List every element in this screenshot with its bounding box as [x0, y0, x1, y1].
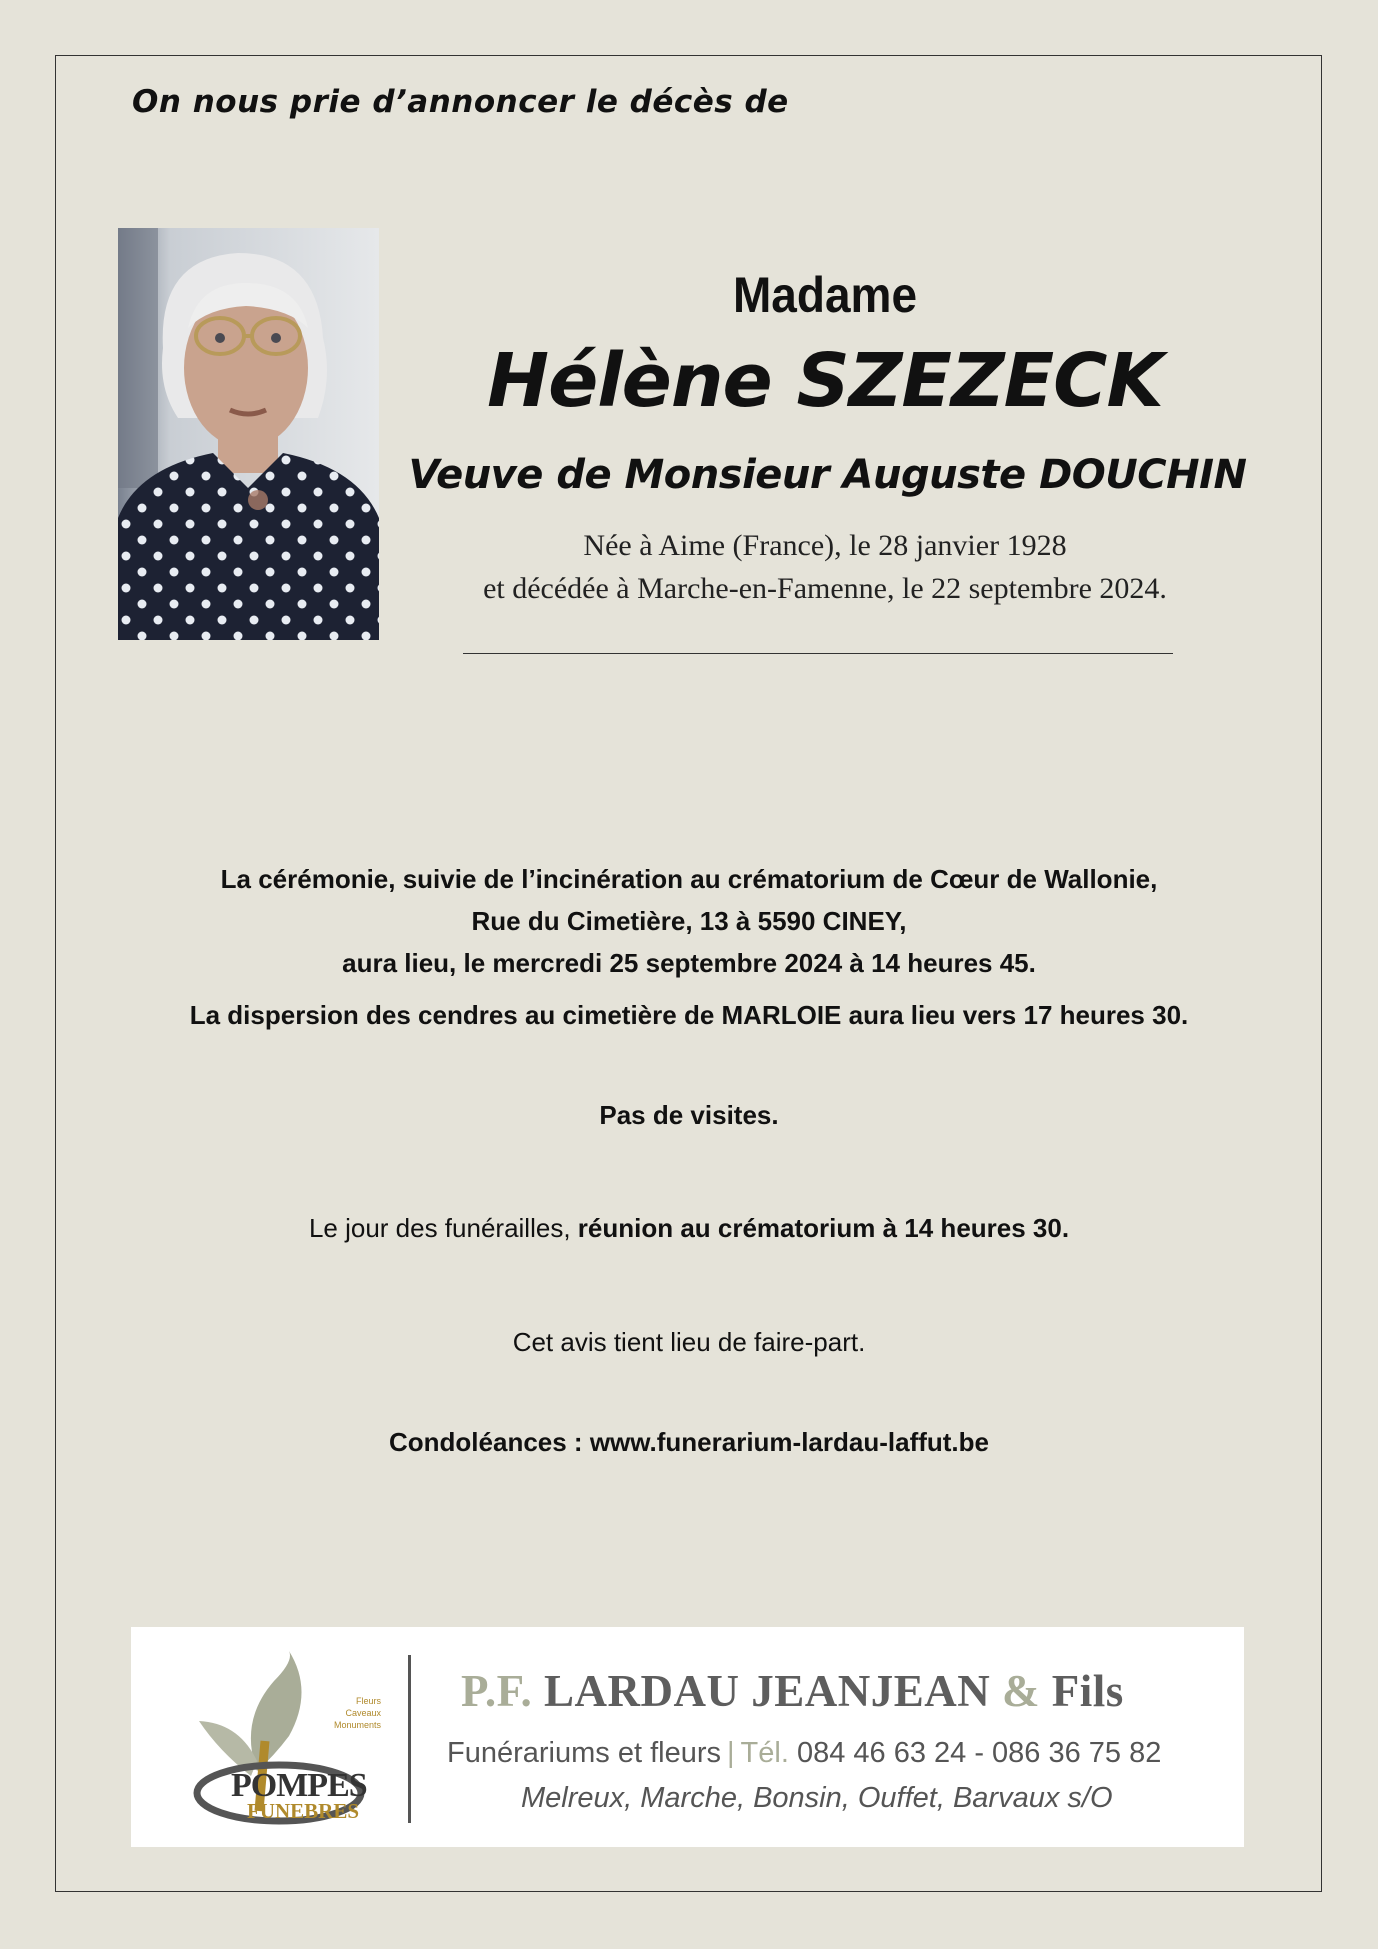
company-fils: Fils	[1051, 1666, 1124, 1716]
visits-text: Pas de visites.	[599, 1100, 779, 1130]
ceremony-block	[60, 858, 1318, 984]
reunion-text	[60, 1213, 1318, 1244]
person-name: Hélène SZEZECK	[487, 338, 1163, 424]
divider	[463, 653, 1173, 654]
ceremony-line-1: La cérémonie, suivie de l’incinération au crématorium de Cœur de Wallonie,	[220, 864, 1158, 894]
death-line: et décédée à Marche-en-Famenne, le 22 septembre 2024.	[483, 572, 1167, 605]
logo-funebres: FUNEBRES	[247, 1799, 360, 1823]
company-services: Funérariums et fleurs	[447, 1737, 721, 1769]
company-amp: &	[1002, 1666, 1040, 1716]
company-name	[461, 1665, 1124, 1717]
reunion-prefix: Le jour des funérailles,	[308, 1213, 578, 1243]
company-phones: 084 46 63 24 - 086 36 75 82	[796, 1737, 1162, 1769]
person-spouse: Veuve de Monsieur Auguste DOUCHIN	[408, 452, 1247, 498]
logo-tagline-1: Fleurs	[355, 1696, 381, 1706]
logo-pompes: POMPES	[231, 1767, 367, 1804]
dispersion-text: La dispersion des cendres au cimetière de MARLOIE aura lieu vers 17 heures 30.	[189, 1000, 1189, 1030]
intro-text: On nous prie d’annoncer le décès de	[132, 84, 789, 120]
ceremony-line-3: aura lieu, le mercredi 25 septembre 2024 à 14 heures 45.	[342, 948, 1036, 978]
company-pf: P.F.	[461, 1666, 533, 1716]
reunion-bold: réunion au crématorium à 14 heures 30.	[577, 1213, 1070, 1243]
logo-tagline-3: Monuments	[333, 1720, 381, 1730]
notice-text: Cet avis tient lieu de faire-part.	[512, 1327, 866, 1357]
person-title: Madame	[732, 267, 918, 323]
logo-tagline	[281, 1695, 381, 1731]
tel-label: Tél.	[740, 1737, 789, 1769]
funeral-home-banner	[131, 1627, 1244, 1847]
company-contact: Funérariums et fleurs | Tél. 084 46 63 24 - 086 36 75 82	[447, 1737, 1162, 1769]
logo-tagline-2: Caveaux	[345, 1708, 381, 1718]
company-main: LARDAU JEANJEAN	[543, 1666, 991, 1716]
ceremony-line-2: Rue du Cimetière, 13 à 5590 CINEY,	[471, 906, 907, 936]
birth-line: Née à Aime (France), le 28 janvier 1928	[583, 529, 1067, 562]
logo-separator	[408, 1655, 411, 1823]
portrait-photo	[118, 228, 379, 640]
condolences-text: Condoléances : www.funerarium-lardau-laffut.be	[389, 1427, 989, 1457]
person-dates	[395, 524, 1255, 610]
company-locations: Melreux, Marche, Bonsin, Ouffet, Barvaux s/O	[521, 1782, 1113, 1814]
